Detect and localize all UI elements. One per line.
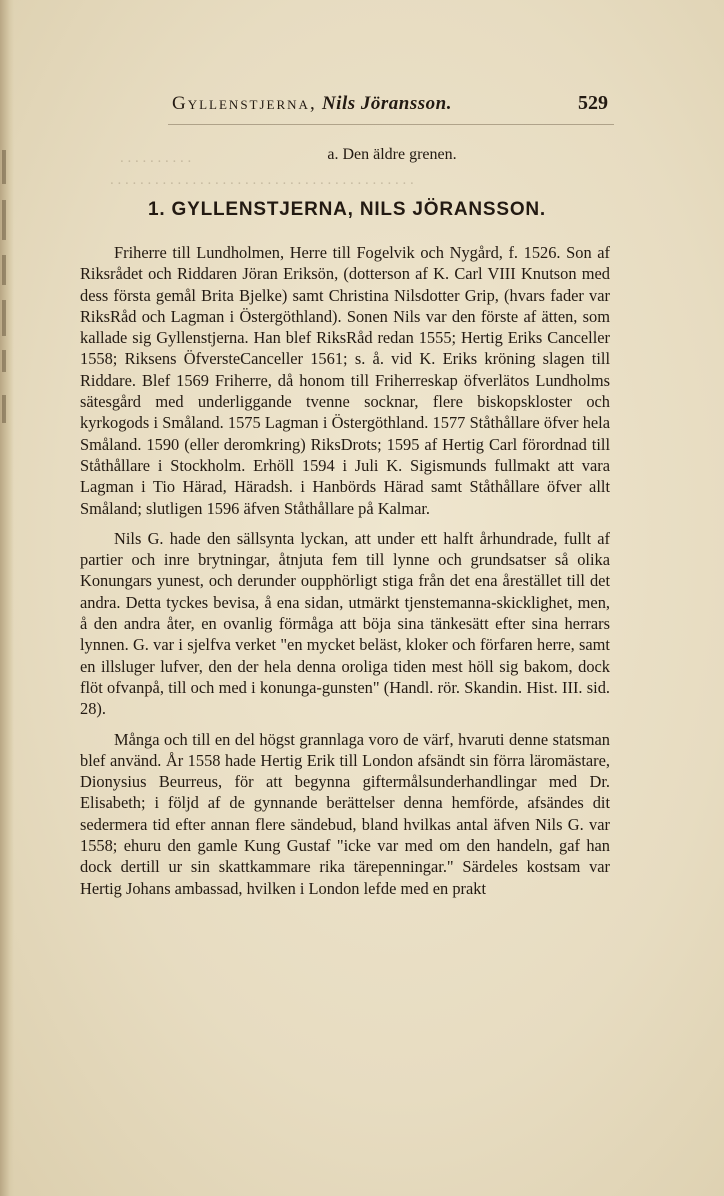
bleed-through: . . . . . . . . . . [120,150,192,166]
page-number: 529 [578,92,608,114]
paragraph: Många och till en del högst grannlaga voro de värf, hvaruti denne statsman blef använd. År 1558 hade Hertig Erik till London afsändt sin förra läromästare, Dionysius Beurreus, för att begynna giftermålsunderhandlingar med Dr. Elisabeth; i följd af de gynnande berättelser denna hemförde, afsändes dit sedermera tid efter annan flere sändebud, bland hvilkas antal äfven Nils G. var 1558; ehuru den gamle Kung Gustaf "icke var med om den handeln, gaf han dock dertill ur sin skattkammare rika tärepenningar." Särdeles kostsam var Hertig Johans ambassad, hvilken i London lefde med en prakt [80,729,610,898]
margin-mark [2,350,6,372]
margin-mark [2,255,6,285]
header-rule [168,124,614,125]
paragraph: Nils G. hade den sällsynta lyckan, att under ett halft århundrade, fullt af partier och inre brytningar, åtnjuta fem till lynne och grundsatser så olika Konungars yunest, och derunder oupphörligt stiga från det ena årestället till det andra. Detta tyckes bevisa, å ena sidan, utmärkt tjenstemanna-skicklighet, men, å den andra åter, en ovanlig förmåga att böja sina tänkesätt efter sina herrars lynnen. G. var i sjelfva verket "en mycket beläst, kloker och förfaren herre, samt en illsluger lufver, den der hela denna oroliga tiden mest höll sig bakom, dock flöt ofvanpå, till och med i konunga-gunsten" (Handl. rör. Skandin. Hist. III. sid. 28). [80,528,610,719]
running-title-name: Gyllenstjerna, [172,93,317,114]
body-text [80,242,610,899]
running-header [172,92,608,120]
section-heading: a. Den äldre grenen. [327,146,457,163]
paragraph: Friherre till Lundholmen, Herre till Fogelvik och Nygård, f. 1526. Son af Riksrådet och Riddaren Jöran Eriksön, (dotterson af K. Carl VIII Knutson med dess första gemål Brita Bjelke) samt Christina Nilsdotter Grip, (hvars fader var RiksRåd och Lagman i Östergöthland). Sonen Nils var den förste af ätten, som kallade sig Gyllenstjerna. Han blef RiksRåd redan 1555; Hertig Eriks Canceller 1558; Riksens ÖfversteCanceller 1561; s. å. vid K. Eriks kröning slagen till Riddare. Blef 1569 Friherre, då honom till Friherreskap öfverlätos Lundholms sätesgård med underliggande tvenne socknar, flere biskopskloster och kyrkogods i Småland. 1575 Lagman i Östergöthland. 1577 Ståthållare öfver hela Småland. 1590 (eller deromkring) RiksDrots; 1595 af Hertig Carl förordnad till Ståthållare i Stockholm. Erhöll 1594 i Juli K. Sigismunds fullmakt att vara Lagman i Tio Härad, Häradsh. i Hanbörds Härad samt Ståthållare öfver allt Småland; slutligen 1596 äfven Ståthållare på Kalmar. [80,243,610,518]
running-title [172,93,452,115]
margin-mark [2,200,6,240]
bleed-through: . . . . . . . . . . . . . . . . . . . . . . . . . . . . . . . . . . . . . . . . . [110,172,414,188]
entry-heading: 1. GYLLENSTJERNA, NILS JÖRANSSON. [148,199,547,220]
margin-mark [2,300,6,336]
margin-mark [2,395,6,423]
running-title-person: Nils Jöransson. [321,93,452,114]
